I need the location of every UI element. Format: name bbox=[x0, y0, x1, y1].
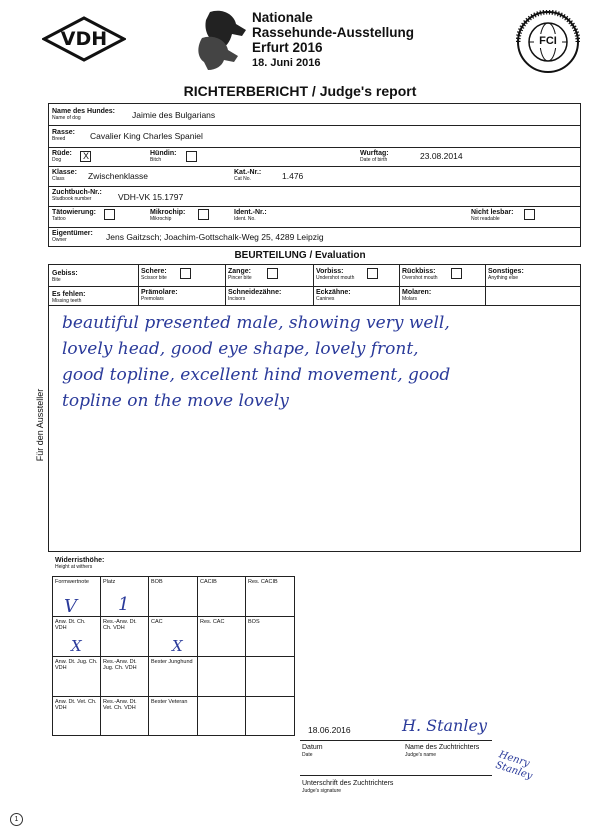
grade-cell: Res. CAC bbox=[198, 617, 246, 657]
grade-cell: CACIB bbox=[198, 577, 246, 617]
studbook-value: VDH-VK 15.1797 bbox=[118, 192, 184, 202]
pincer-checkbox[interactable] bbox=[267, 268, 278, 279]
height-label: Widerristhöhe: Height at withers bbox=[55, 557, 105, 570]
grade-cell: Anw. Dt. Ch. VDH bbox=[53, 617, 101, 657]
missing-label: Es fehlen: Missing teeth bbox=[52, 291, 86, 304]
report-title: RICHTERBERICHT / Judge's report bbox=[183, 83, 417, 99]
owner-label: Eigentümer: Owner bbox=[52, 230, 93, 243]
grade-cell: Res.-Anw. Dt. Ch. VDH bbox=[101, 617, 149, 657]
overshot-checkbox[interactable] bbox=[451, 268, 462, 279]
event-line-2: Rassehunde-Ausstellung bbox=[252, 25, 415, 40]
grade-cell: BOS bbox=[246, 617, 295, 657]
unreadable-label: Nicht lesbar: Not readable bbox=[471, 209, 514, 222]
fci-logo-text: FCI bbox=[534, 34, 562, 48]
grade-mark-place: 1 bbox=[118, 594, 130, 615]
undershot-label: Vorbiss: Undershot mouth bbox=[316, 268, 355, 281]
chip-checkbox[interactable] bbox=[198, 209, 209, 220]
scissor-label: Schere: Scissor bite bbox=[141, 268, 167, 281]
date-value: 18.06.2016 bbox=[308, 725, 351, 735]
catno-label: Kat.-Nr.: Cat No. bbox=[234, 169, 262, 182]
evaluation-text bbox=[62, 310, 577, 414]
date-label: Datum Date bbox=[302, 744, 323, 758]
overshot-label: Rückbiss: Overshot mouth bbox=[402, 268, 438, 281]
class-label: Klasse: Class bbox=[52, 169, 77, 182]
studbook-label: Zuchtbuch-Nr.: Studbook number bbox=[52, 189, 102, 202]
grade-cell: BOB bbox=[149, 577, 198, 617]
event-title bbox=[252, 10, 432, 71]
breed-label: Rasse: Breed bbox=[52, 129, 75, 142]
grade-cell: Bester Junghund bbox=[149, 657, 198, 697]
grade-cell bbox=[246, 697, 295, 736]
grade-cell: Bester Veteran bbox=[149, 697, 198, 736]
grade-cell: Res.-Anw. Dt. Jug. Ch. VDH bbox=[101, 657, 149, 697]
evaluation-line-1: beautiful presented male, showing very well, bbox=[62, 313, 450, 333]
grade-cell bbox=[198, 697, 246, 736]
signature-label: Unterschrift des Zuchtrichters Judge's signature bbox=[302, 780, 394, 794]
tattoo-label: Tätowierung: Tattoo bbox=[52, 209, 96, 222]
grade-cell: Res.-Anw. Dt. Vet. Ch. VDH bbox=[101, 697, 149, 736]
male-mark: X bbox=[83, 151, 90, 161]
grades-grid bbox=[52, 576, 295, 736]
scissor-checkbox[interactable] bbox=[180, 268, 191, 279]
catno-value: 1.476 bbox=[282, 171, 304, 181]
evaluation-line-3: good topline, excellent hind movement, good bbox=[62, 365, 451, 385]
breed-value: Cavalier King Charles Spaniel bbox=[90, 131, 203, 141]
premolar-label: Prämolare: Premolars bbox=[141, 289, 178, 302]
unreadable-checkbox[interactable] bbox=[524, 209, 535, 220]
grade-cell: Formwertnote bbox=[53, 577, 101, 617]
judge-name-hand: H. Stanley bbox=[402, 716, 487, 735]
female-label: Hündin: Bitch bbox=[150, 150, 177, 163]
dog-name-value: Jaimie des Bulgarians bbox=[132, 110, 216, 120]
tattoo-checkbox[interactable] bbox=[104, 209, 115, 220]
dog-heads-logo bbox=[196, 8, 252, 72]
dog-heads-icon bbox=[196, 8, 252, 72]
side-label: Für den Aussteller bbox=[35, 388, 45, 462]
grade-cell bbox=[198, 657, 246, 697]
grade-cell: Res. CACIB bbox=[246, 577, 295, 617]
vdh-logo-text: VDH bbox=[60, 28, 108, 50]
vdh-logo bbox=[42, 16, 126, 62]
incisor-label: Schneidezähne: Incisors bbox=[228, 289, 282, 302]
pincer-label: Zange: Pincer bite bbox=[228, 268, 252, 281]
evaluation-line-4: topline on the move lovely bbox=[62, 391, 289, 411]
grade-cell: Platz bbox=[101, 577, 149, 617]
undershot-checkbox[interactable] bbox=[367, 268, 378, 279]
page-marker: 1 bbox=[10, 813, 23, 826]
event-line-1: Nationale bbox=[252, 10, 313, 25]
other-label: Sonstiges: Anything else bbox=[488, 268, 524, 281]
female-checkbox[interactable] bbox=[186, 151, 197, 162]
grade-cell: CAC bbox=[149, 617, 198, 657]
owner-value: Jens Gaitzsch; Joachim-Gottschalk-Weg 25, 4289 Leipzig bbox=[106, 232, 324, 242]
dob-value: 23.08.2014 bbox=[420, 151, 463, 161]
grade-mark-x1: X bbox=[71, 637, 82, 655]
bite-label: Gebiss: Bite bbox=[52, 270, 78, 283]
judge-signature: Henry Stanley bbox=[494, 749, 534, 782]
class-value: Zwischenklasse bbox=[88, 171, 148, 181]
grade-mark-v: V bbox=[64, 596, 77, 617]
judge-name-label: Name des Zuchtrichters Judge's name bbox=[405, 744, 480, 758]
ident-label: Ident.-Nr.: Ident. No. bbox=[234, 209, 267, 222]
chip-label: Mikrochip: Mikrochip bbox=[150, 209, 186, 222]
dob-label: Wurftag: Date of birth bbox=[360, 150, 389, 163]
evaluation-title: BEURTEILUNG / Evaluation bbox=[234, 250, 366, 261]
evaluation-line-2: lovely head, good eye shape, lovely front, bbox=[62, 339, 419, 359]
dog-name-label: Name des Hundes: Name of dog bbox=[52, 108, 116, 121]
molar-label: Molaren: Molars bbox=[402, 289, 432, 302]
grade-cell bbox=[246, 657, 295, 697]
event-line-3: Erfurt 2016 bbox=[252, 40, 323, 55]
fci-logo bbox=[516, 10, 580, 74]
male-label: Rüde: Dog bbox=[52, 150, 72, 163]
grade-mark-x2: X bbox=[172, 637, 183, 655]
event-date: 18. Juni 2016 bbox=[252, 57, 321, 69]
canine-label: Eckzähne: Canines bbox=[316, 289, 351, 302]
grade-cell: Anw. Dt. Vet. Ch. VDH bbox=[53, 697, 101, 736]
grade-cell: Anw. Dt. Jug. Ch. VDH bbox=[53, 657, 101, 697]
